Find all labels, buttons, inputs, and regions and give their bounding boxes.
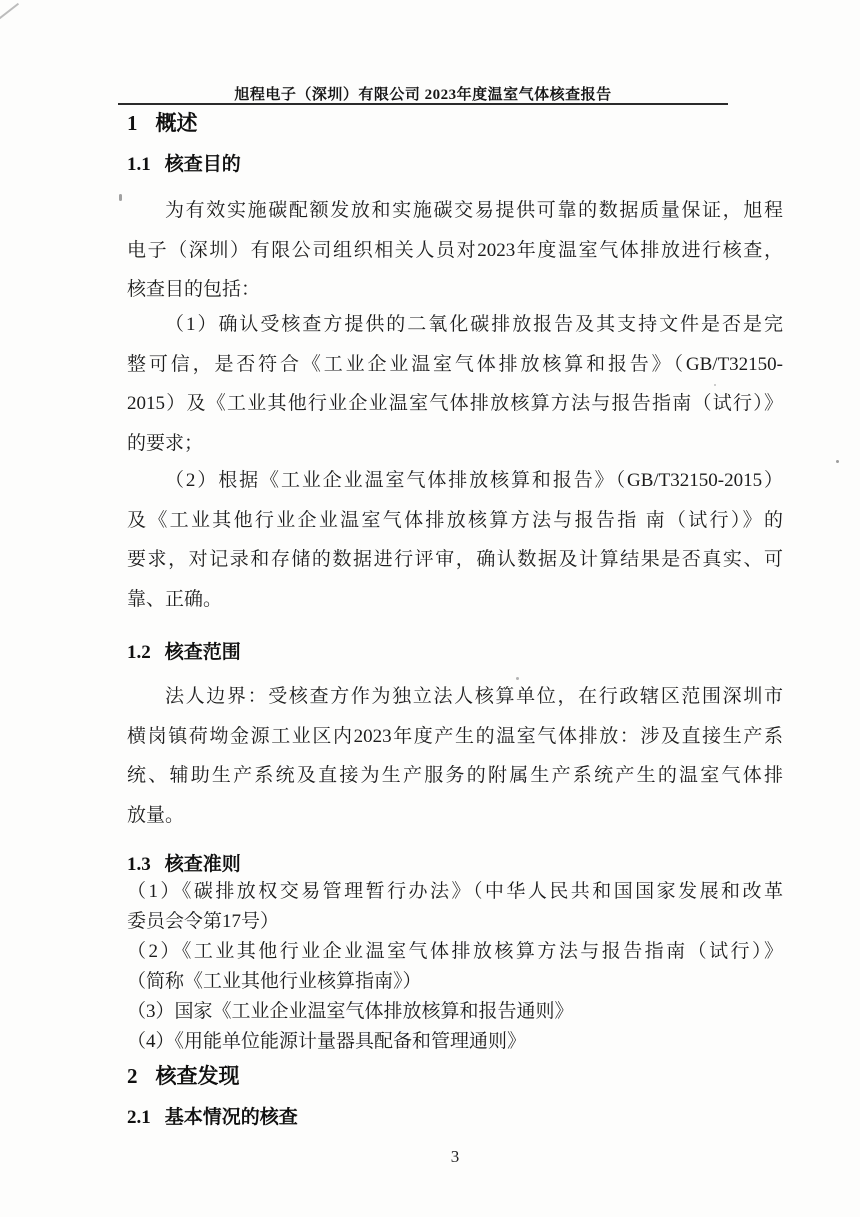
criteria-item-continued: 委员会令第17号） (127, 911, 280, 932)
heading-number: 1.3 (127, 854, 151, 875)
heading-number: 1.2 (127, 642, 151, 663)
text-line: （2）根据《工业企业温室气体排放核算和报告》（GB/T32150-2015） (165, 470, 783, 491)
running-header-text: 旭程电子（深圳）有限公司 2023年度温室气体核查报告 (234, 87, 612, 103)
text-line: 放量。 (127, 804, 185, 826)
paragraph-purpose-item-1 (127, 305, 783, 463)
heading-2-1-basic-situation (127, 1105, 298, 1130)
heading-title: 概述 (155, 111, 198, 135)
text-line: 的要求； (127, 432, 204, 454)
text-line: （1）确认受核查方提供的二氧化碳排放报告及其支持文件是否是完 (165, 314, 783, 335)
paragraph-purpose-item-2 (127, 461, 783, 619)
heading-1-overview (127, 110, 198, 136)
heading-1-1-verification-purpose (127, 152, 241, 177)
text-line: 为有效实施碳配额发放和实施碳交易提供可靠的数据质量保证，旭程 (165, 200, 783, 221)
page-number: 3 (450, 1147, 460, 1166)
text-line: 横岗镇荷坳金源工业区内2023年度产生的温室气体排放：涉及直接生产系 (127, 725, 783, 747)
heading-2-verification-findings (127, 1063, 240, 1089)
heading-title: 核查发现 (155, 1064, 240, 1088)
heading-title: 核查目的 (164, 154, 241, 175)
text-line: 法人边界：受核查方作为独立法人核算单位，在行政辖区范围深圳市 (165, 686, 783, 707)
criteria-item: （2）《工业其他行业企业温室气体排放核算方法与报告指南（试行）》 (127, 941, 783, 962)
paragraph-scope (127, 677, 783, 835)
criteria-list (127, 877, 783, 1057)
heading-1-2-verification-scope (127, 640, 241, 665)
criteria-item-continued: （简称《工业其他行业核算指南》） (127, 971, 422, 992)
scan-corner-artifact (0, 3, 19, 19)
text-line: 及《工业其他行业企业温室气体排放核算方法与报告指 南（试行）》的 (127, 509, 783, 531)
text-line: 要求，对记录和存储的数据进行评审，确认数据及计算结果是否真实、可 (127, 549, 783, 570)
text-line: 核查目的包括： (127, 279, 261, 300)
heading-title: 核查准则 (164, 854, 241, 875)
header-rule (118, 103, 728, 105)
running-header (118, 83, 728, 104)
heading-number: 1 (127, 111, 138, 135)
criteria-item: （3）国家《工业企业温室气体排放核算和报告通则》 (127, 1001, 574, 1022)
text-line: 统、辅助生产系统及直接为生产服务的附属生产系统产生的温室气体排 (127, 765, 783, 786)
text-line: 靠、正确。 (127, 588, 223, 610)
text-line: 电子（深圳）有限公司组织相关人员对2023年度温室气体排放进行核查， (127, 239, 783, 261)
heading-number: 1.1 (127, 154, 151, 175)
criteria-item: （1）《碳排放权交易管理暂行办法》（中华人民共和国国家发展和改革 (127, 881, 783, 902)
scan-speck (119, 194, 122, 201)
scan-speck (836, 460, 839, 463)
text-line: 整可信，是否符合《工业企业温室气体排放核算和报告》（GB/T32150- (127, 353, 783, 375)
heading-number: 2.1 (127, 1107, 151, 1128)
heading-title: 基本情况的核查 (164, 1107, 298, 1128)
heading-1-3-verification-criteria (127, 852, 241, 877)
criteria-item: （4）《用能单位能源计量器具配备和管理通则》 (127, 1031, 527, 1052)
heading-title: 核查范围 (164, 642, 241, 663)
heading-number: 2 (127, 1064, 138, 1088)
paragraph-purpose-intro (127, 191, 783, 310)
text-line: 2015）及《工业其他行业企业温室气体排放核算方法与报告指南（试行）》 (127, 393, 783, 414)
